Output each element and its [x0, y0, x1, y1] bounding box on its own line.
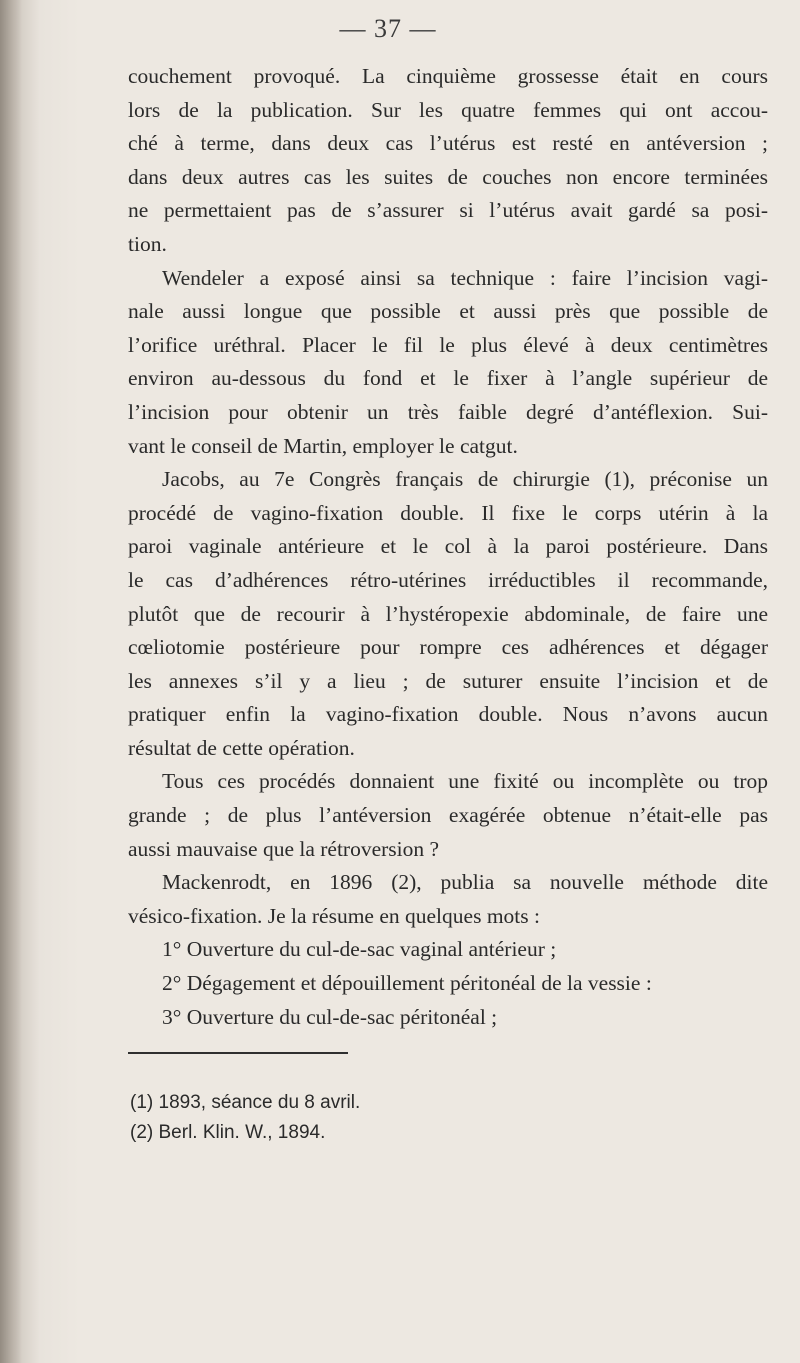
page-number: — 37 — [339, 14, 437, 43]
text-line: tion. [128, 231, 167, 256]
paragraph [128, 866, 768, 933]
body-text [128, 60, 768, 1034]
text-line: lors de la publication. Sur les quatre femmes qui ont accou- [128, 97, 768, 122]
paragraph [128, 463, 768, 765]
paragraph [128, 765, 768, 866]
text-line: l’incision pour obtenir un très faible degré d’antéflexion. Sui- [128, 399, 768, 424]
text-line: 1° Ouverture du cul-de-sac vaginal antérieur ; [162, 937, 557, 962]
paragraph [128, 967, 768, 1001]
text-line: dans deux autres cas les suites de couches non encore terminées [128, 164, 768, 189]
text-line: nale aussi longue que possible et aussi près que possible de [128, 299, 768, 324]
text-line: procédé de vagino-fixation double. Il fixe le corps utérin à la [128, 500, 768, 525]
text-line: les annexes s’il y a lieu ; de suturer ensuite l’incision et de [128, 668, 768, 693]
text-line: Tous ces procédés donnaient une fixité ou incomplète ou trop [162, 769, 768, 794]
text-line: vésico-fixation. Je la résume en quelques mots : [128, 903, 540, 928]
text-line: 2° Dégagement et dépouillement péritonéal de la vessie : [162, 971, 652, 996]
text-line: ché à terme, dans deux cas l’utérus est resté en antéversion ; [128, 131, 768, 156]
text-line: Jacobs, au 7e Congrès français de chirurgie (1), préconise un [162, 467, 768, 492]
footnotes [130, 1088, 360, 1148]
paragraph [128, 1001, 768, 1035]
paragraph [128, 933, 768, 967]
text-line: ne permettaient pas de s’assurer si l’utérus avait gardé sa posi- [128, 198, 768, 223]
text-line: Mackenrodt, en 1896 (2), publia sa nouvelle méthode dite [162, 870, 768, 895]
text-line: 3° Ouverture du cul-de-sac péritonéal ; [162, 1004, 498, 1029]
page-binding-shadow [0, 0, 22, 1363]
text-line: l’orifice uréthral. Placer le fil le plus élevé à deux centimètres [128, 332, 768, 357]
text-line: pratiquer enfin la vagino-fixation double. Nous n’avons aucun [128, 702, 768, 727]
text-line: aussi mauvaise que la rétroversion ? [128, 836, 440, 861]
paragraph [128, 262, 768, 464]
text-line: Wendeler a exposé ainsi sa technique : faire l’incision vagi- [162, 265, 768, 290]
footnote-separator [128, 1052, 348, 1054]
text-line: vant le conseil de Martin, employer le catgut. [128, 433, 518, 458]
paragraph [128, 60, 768, 262]
footnote: (2) Berl. Klin. W., 1894. [130, 1122, 326, 1143]
text-line: cœliotomie postérieure pour rompre ces adhérences et dégager [128, 635, 768, 660]
text-line: paroi vaginale antérieure et le col à la paroi postérieure. Dans [128, 534, 768, 559]
text-line: le cas d’adhérences rétro-utérines irréductibles il recommande, [128, 567, 768, 592]
text-line: environ au-dessous du fond et le fixer à l’angle supérieur de [128, 366, 768, 391]
text-line: résultat de cette opération. [128, 735, 355, 760]
text-line: plutôt que de recourir à l’hystéropexie abdominale, de faire une [128, 601, 768, 626]
text-line: grande ; de plus l’antéversion exagérée obtenue n’était-elle pas [128, 803, 768, 828]
text-line: couchement provoqué. La cinquième grossesse était en cours [128, 64, 768, 88]
footnote: (1) 1893, séance du 8 avril. [130, 1092, 361, 1113]
